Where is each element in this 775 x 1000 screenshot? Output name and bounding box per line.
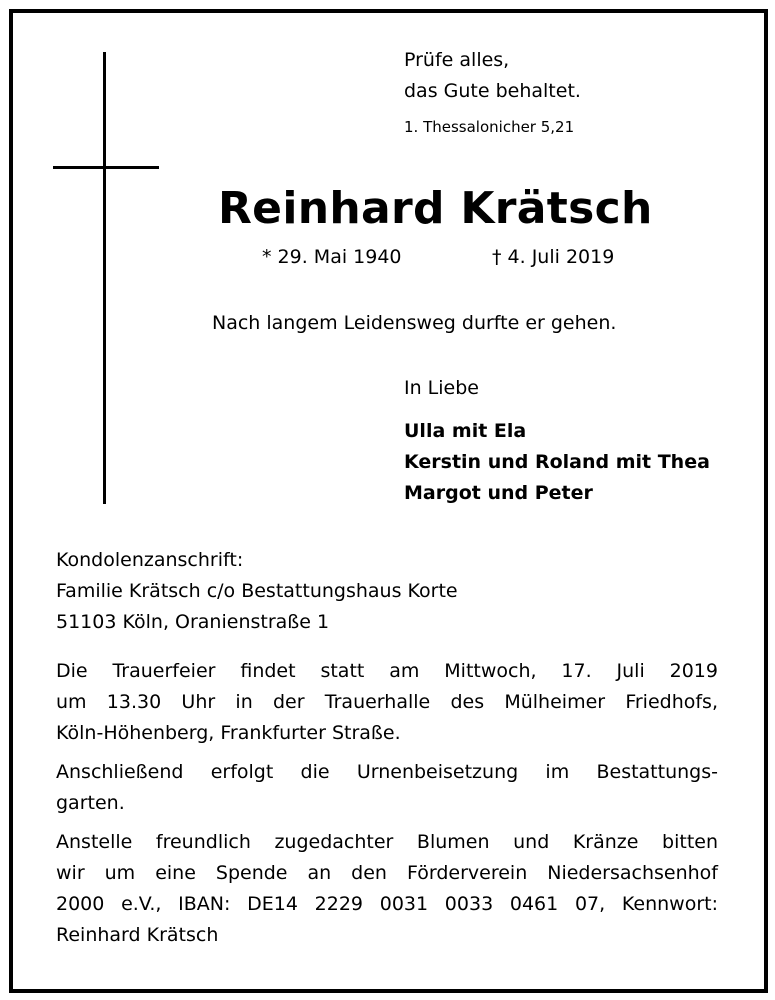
bible-verse bbox=[404, 45, 581, 107]
donation-paragraph bbox=[56, 827, 718, 951]
mourner-name: Kerstin und Roland mit Thea bbox=[404, 451, 710, 473]
paragraph-line: um 13.30 Uhr in der Trauerhalle des Mülheimer Friedhofs, bbox=[56, 691, 718, 713]
cross-vertical-bar bbox=[103, 52, 106, 504]
paragraph-line: 2000 e.V., IBAN: DE14 2229 0031 0033 0461 07, Kennwort: bbox=[56, 893, 718, 915]
condolence-label: Kondolenzanschrift: bbox=[56, 549, 244, 571]
paragraph-line: Die Trauerfeier findet statt am Mittwoch, 17. Juli 2019 bbox=[56, 660, 718, 682]
ceremony-paragraph bbox=[56, 656, 718, 749]
address-line: 51103 Köln, Oranienstraße 1 bbox=[56, 611, 330, 633]
mourner-name: Ulla mit Ela bbox=[404, 420, 527, 442]
verse-line: Prüfe alles, bbox=[404, 49, 510, 71]
mourners-intro: In Liebe bbox=[404, 377, 479, 399]
birth-date: * 29. Mai 1940 bbox=[262, 246, 402, 268]
deceased-name: Reinhard Krätsch bbox=[218, 183, 653, 234]
paragraph-line: Reinhard Krätsch bbox=[56, 924, 219, 946]
statement: Nach langem Leidensweg durfte er gehen. bbox=[212, 312, 617, 334]
cross-horizontal-bar bbox=[53, 166, 159, 169]
verse-line: das Gute behaltet. bbox=[404, 80, 581, 102]
address-line: Familie Krätsch c/o Bestattungshaus Korte bbox=[56, 580, 458, 602]
paragraph-line: Anstelle freundlich zugedachter Blumen und Kränze bitten bbox=[56, 831, 718, 853]
paragraph-line: garten. bbox=[56, 792, 125, 814]
mourner-name: Margot und Peter bbox=[404, 482, 593, 504]
paragraph-line: Anschließend erfolgt die Urnenbeisetzung im Bestattungs- bbox=[56, 761, 718, 783]
burial-paragraph bbox=[56, 757, 718, 819]
death-date: † 4. Juli 2019 bbox=[492, 246, 615, 268]
paragraph-line: wir um eine Spende an den Förderverein Niedersachsenhof bbox=[56, 862, 718, 884]
verse-reference: 1. Thessalonicher 5,21 bbox=[404, 118, 575, 136]
paragraph-line: Köln-Höhenberg, Frankfurter Straße. bbox=[56, 722, 401, 744]
condolence-address bbox=[56, 545, 458, 638]
mourners-list bbox=[404, 416, 710, 509]
